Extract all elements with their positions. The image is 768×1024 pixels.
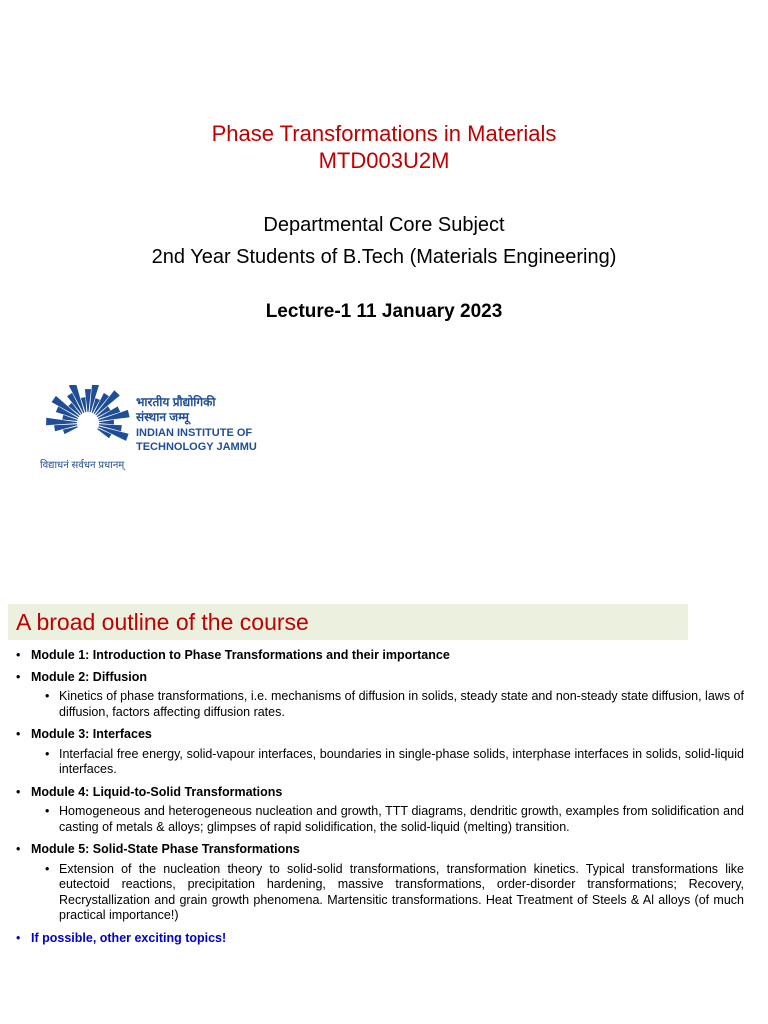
extra-topics: • If possible, other exciting topics! — [14, 931, 744, 947]
outline-heading: A broad outline of the course — [16, 609, 309, 635]
module-item — [14, 785, 744, 836]
module-title: • Module 1: Introduction to Phase Transformations and their importance — [14, 648, 744, 664]
lecture-date: Lecture-1 11 January 2023 — [265, 301, 503, 322]
english-name-line1: INDIAN INSTITUTE OF — [136, 427, 253, 439]
hindi-name-line2: संस्थान जम्मू — [136, 410, 189, 424]
english-name-line2: TECHNOLOGY JAMMU — [136, 441, 257, 453]
module-item — [14, 670, 744, 721]
module-description: • Kinetics of phase transformations, i.e. mechanisms of diffusion in solids, steady state and non-steady state diffusion, laws of diffusion, factors affecting diffusion rates. — [14, 689, 744, 720]
module-title: • Module 2: Diffusion — [14, 670, 744, 686]
logo-motto: विद्याधनं सर्वधन प्रधानम् — [40, 460, 125, 471]
hindi-name-line1: भारतीय प्रौद्योगिकी — [136, 395, 216, 409]
module-title: • Module 5: Solid-State Phase Transformations — [14, 842, 744, 858]
subject-type: Departmental Core Subject — [263, 214, 505, 236]
module-description: • Homogeneous and heterogeneous nucleation and growth, TTT diagrams, dendritic growth, examples from solidification and casting of metals & alloys; glimpses of rapid solidification, the solid-liquid (melting) transition. — [14, 804, 744, 835]
module-item — [14, 648, 744, 664]
audience: 2nd Year Students of B.Tech (Materials Engineering) — [151, 246, 617, 268]
module-title: • Module 3: Interfaces — [14, 727, 744, 743]
course-title: Phase Transformations in Materials — [211, 121, 557, 146]
module-description: • Interfacial free energy, solid-vapour interfaces, boundaries in single-phase solids, interphase interfaces in solids, solid-liquid interfaces. — [14, 747, 744, 778]
module-title: • Module 4: Liquid-to-Solid Transformations — [14, 785, 744, 801]
outline-banner — [8, 604, 688, 640]
module-list — [14, 648, 744, 952]
course-code: MTD003U2M — [318, 148, 450, 173]
module-item — [14, 842, 744, 924]
module-description: • Extension of the nucleation theory to solid-solid transformations, transformation kinetics. Typical transformations like eutectoid reactions, precipitation hardening, massive transformations, order-disorder transformations; Recovery, Recrystallization and grain growth phenomena. Martensitic transformations. Heat Treatment of Steels & Al alloys (of much practical importance!) — [14, 862, 744, 924]
institute-logo — [38, 385, 258, 475]
module-item — [14, 727, 744, 778]
